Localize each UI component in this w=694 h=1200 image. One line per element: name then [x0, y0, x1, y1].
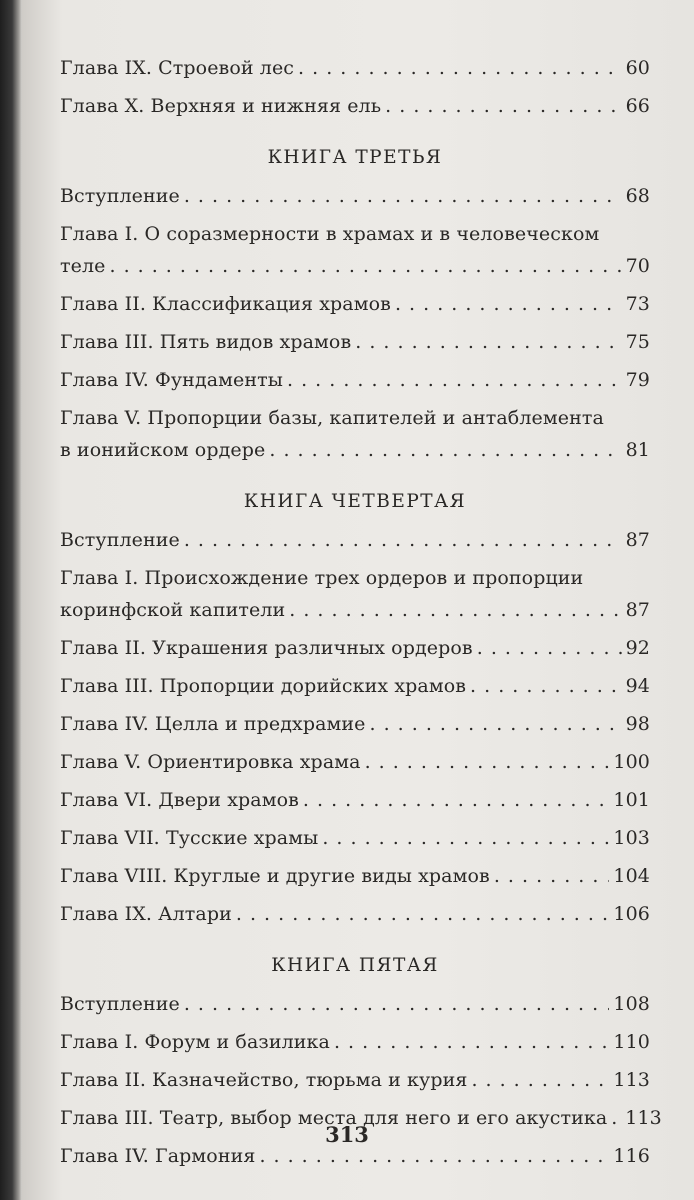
- dot-leader: [184, 180, 622, 212]
- toc-entry: [60, 218, 650, 282]
- entry-page: 66: [625, 95, 650, 117]
- entry-page: 110: [613, 1031, 650, 1053]
- entry-title: Глава II. Казначейство, тюрьма и курия: [60, 1069, 468, 1091]
- dot-leader: [298, 52, 622, 84]
- toc-entry: [60, 632, 650, 664]
- toc-entry: [60, 52, 650, 84]
- entry-title: Глава III. Театр, выбор места для него и его акустика: [60, 1107, 608, 1129]
- section-heading: КНИГА ЧЕТВЕРТАЯ: [243, 491, 467, 512]
- entry-page: 92: [625, 637, 650, 659]
- section-heading: КНИГА ТРЕТЬЯ: [267, 147, 443, 168]
- dot-leader: [477, 632, 622, 664]
- entry-title: Глава V. Ориентировка храма: [60, 751, 361, 773]
- dot-leader: [287, 364, 622, 396]
- toc-entry: [60, 562, 650, 626]
- entry-title-line1: Глава V. Пропорции базы, капителей и антаблемента: [60, 407, 604, 429]
- entry-page: 113: [613, 1069, 650, 1091]
- toc-entry: [60, 1064, 650, 1096]
- entry-title: Глава IX. Алтари: [60, 903, 232, 925]
- toc-entry: [60, 402, 650, 466]
- entry-title-line1: Глава I. Происхождение трех ордеров и пропорции: [60, 567, 584, 589]
- entry-page: 98: [625, 713, 650, 735]
- book-binding-shadow: [0, 0, 22, 1200]
- entry-page: 87: [625, 529, 650, 551]
- toc-entry: [60, 860, 650, 892]
- entry-page: 68: [625, 185, 650, 207]
- page-number: 313: [325, 1122, 369, 1147]
- entry-page: 75: [625, 331, 650, 353]
- entry-page: 116: [613, 1145, 650, 1167]
- toc-entry: [60, 288, 650, 320]
- dot-leader: [303, 784, 610, 816]
- entry-page: 87: [625, 599, 650, 621]
- toc-entry: [60, 364, 650, 396]
- entry-page: 73: [625, 293, 650, 315]
- entry-title-line2: теле: [60, 255, 106, 277]
- entry-page: 100: [613, 751, 650, 773]
- entry-title: Глава IV. Фундаменты: [60, 369, 283, 391]
- entry-page: 101: [613, 789, 650, 811]
- entry-page: 103: [613, 827, 650, 849]
- dot-leader: [385, 90, 621, 122]
- entry-title: Глава I. Форум и базилика: [60, 1031, 330, 1053]
- toc-entry: [60, 90, 650, 122]
- entry-title: Глава IV. Гармония: [60, 1145, 256, 1167]
- toc-entry: [60, 822, 650, 854]
- entry-title-line2: в ионийском ордере: [60, 439, 266, 461]
- toc-entry: [60, 708, 650, 740]
- entry-title: Глава IX. Строевой лес: [60, 57, 295, 79]
- dot-leader: [322, 822, 609, 854]
- dot-leader: [494, 860, 610, 892]
- entry-title: Глава VII. Тусские храмы: [60, 827, 319, 849]
- entry-title: Глава IV. Целла и предхрамие: [60, 713, 366, 735]
- dot-leader: [184, 524, 622, 556]
- entry-page: 104: [613, 865, 650, 887]
- entry-title-line1: Глава I. О соразмерности в храмах и в человеческом: [60, 223, 600, 245]
- entry-page: 79: [625, 369, 650, 391]
- dot-leader: [184, 988, 610, 1020]
- dot-leader: [395, 288, 622, 320]
- entry-page: 113: [625, 1107, 662, 1129]
- entry-page: 81: [625, 439, 650, 461]
- entry-title: Вступление: [60, 529, 180, 551]
- entry-page: 60: [625, 57, 650, 79]
- entry-page: 106: [613, 903, 650, 925]
- entry-title: Глава II. Украшения различных ордеров: [60, 637, 473, 659]
- toc-entry: [60, 988, 650, 1020]
- toc-entry: [60, 1026, 650, 1058]
- entry-title: Глава VIII. Круглые и другие виды храмов: [60, 865, 490, 887]
- toc-entry: [60, 524, 650, 556]
- entry-title: Глава III. Пять видов храмов: [60, 331, 352, 353]
- dot-leader: [236, 898, 610, 930]
- dot-leader: [109, 250, 621, 282]
- entry-title: Вступление: [60, 993, 180, 1015]
- entry-title: Глава II. Классификация храмов: [60, 293, 391, 315]
- toc-entry: [60, 326, 650, 358]
- table-of-contents: [60, 52, 662, 1172]
- section-heading: КНИГА ПЯТАЯ: [271, 955, 439, 976]
- dot-leader: [470, 670, 622, 702]
- entry-title: Глава X. Верхняя и нижняя ель: [60, 95, 382, 117]
- entry-title: Вступление: [60, 185, 180, 207]
- dot-leader: [334, 1026, 609, 1058]
- dot-leader: [370, 708, 622, 740]
- entry-page: 108: [613, 993, 650, 1015]
- dot-leader: [355, 326, 621, 358]
- entry-title: Глава III. Пропорции дорийских храмов: [60, 675, 467, 697]
- toc-entry: [60, 784, 650, 816]
- dot-leader: [365, 746, 610, 778]
- entry-title-line2: коринфской капители: [60, 599, 286, 621]
- toc-entry: [60, 746, 650, 778]
- entry-page: 70: [625, 255, 650, 277]
- dot-leader: [289, 594, 621, 626]
- entry-title: Глава VI. Двери храмов: [60, 789, 299, 811]
- toc-entry: [60, 180, 650, 212]
- toc-entry: [60, 670, 650, 702]
- entry-page: 94: [625, 675, 650, 697]
- dot-leader: [471, 1064, 609, 1096]
- dot-leader: [269, 434, 621, 466]
- toc-entry: [60, 898, 650, 930]
